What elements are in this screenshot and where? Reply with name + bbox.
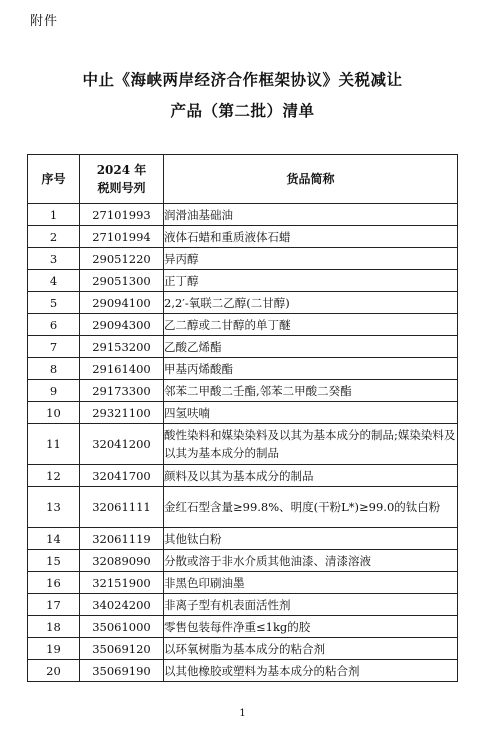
row-seq-cell: 8	[28, 358, 80, 380]
table-row	[28, 226, 458, 248]
table-row	[28, 336, 458, 358]
row-seq-cell: 6	[28, 314, 80, 336]
row-seq-cell: 4	[28, 270, 80, 292]
row-goods-name-cell: 酸性染料和媒染染料及以其为基本成分的制品;媒染染料及以其为基本成分的制品	[164, 424, 458, 465]
table-header-row	[28, 155, 458, 204]
table-row	[28, 204, 458, 226]
row-goods-name-cell: 其他钛白粉	[164, 528, 458, 550]
row-tariff-code-cell: 29051300	[80, 270, 164, 292]
table-row	[28, 465, 458, 487]
row-goods-name-cell: 零售包装每件净重≤1kg的胶	[164, 616, 458, 638]
row-goods-name-cell: 四氢呋喃	[164, 402, 458, 424]
row-seq-cell: 3	[28, 248, 80, 270]
row-goods-name-cell: 乙二醇或二甘醇的单丁醚	[164, 314, 458, 336]
row-tariff-code-cell: 29051220	[80, 248, 164, 270]
row-seq-cell: 13	[28, 487, 80, 528]
row-tariff-code-cell: 29094300	[80, 314, 164, 336]
header-tariff-code	[80, 155, 164, 204]
row-seq-cell: 10	[28, 402, 80, 424]
table-row	[28, 314, 458, 336]
row-seq-cell: 15	[28, 550, 80, 572]
table-row	[28, 528, 458, 550]
row-goods-name-cell: 甲基丙烯酸酯	[164, 358, 458, 380]
row-tariff-code-cell: 35069120	[80, 638, 164, 660]
row-tariff-code-cell: 32089090	[80, 550, 164, 572]
row-seq-cell: 9	[28, 380, 80, 402]
row-seq-cell: 7	[28, 336, 80, 358]
table-row	[28, 424, 458, 465]
row-tariff-code-cell: 29153200	[80, 336, 164, 358]
header-seq: 序号	[28, 155, 80, 204]
row-seq-cell: 5	[28, 292, 80, 314]
row-tariff-code-cell: 32041200	[80, 424, 164, 465]
row-goods-name-cell: 液体石蜡和重质液体石蜡	[164, 226, 458, 248]
row-goods-name-cell: 非离子型有机表面活性剂	[164, 594, 458, 616]
table-body	[28, 204, 458, 682]
header-tariff-code-line2: 税则号列	[97, 181, 146, 195]
table-row	[28, 572, 458, 594]
table-row	[28, 402, 458, 424]
document-title-line2: 产品（第二批）清单	[170, 101, 315, 120]
header-goods-name: 货品简称	[164, 155, 458, 204]
row-tariff-code-cell: 29161400	[80, 358, 164, 380]
row-goods-name-cell: 颜料及以其为基本成分的制品	[164, 465, 458, 487]
table-row	[28, 550, 458, 572]
table-row	[28, 358, 458, 380]
row-seq-cell: 1	[28, 204, 80, 226]
row-tariff-code-cell: 27101993	[80, 204, 164, 226]
row-goods-name-cell: 非黑色印刷油墨	[164, 572, 458, 594]
row-goods-name-cell: 以其他橡胶或塑料为基本成分的粘合剂	[164, 660, 458, 682]
row-tariff-code-cell: 34024200	[80, 594, 164, 616]
row-goods-name-cell: 以环氧树脂为基本成分的粘合剂	[164, 638, 458, 660]
row-goods-name-cell: 异丙醇	[164, 248, 458, 270]
row-tariff-code-cell: 35061000	[80, 616, 164, 638]
tariff-list-table	[27, 154, 458, 682]
row-tariff-code-cell: 35069190	[80, 660, 164, 682]
row-tariff-code-cell: 29321100	[80, 402, 164, 424]
row-goods-name-cell: 正丁醇	[164, 270, 458, 292]
row-seq-cell: 14	[28, 528, 80, 550]
row-seq-cell: 17	[28, 594, 80, 616]
row-seq-cell: 11	[28, 424, 80, 465]
table-row	[28, 270, 458, 292]
table-row	[28, 616, 458, 638]
row-goods-name-cell: 金红石型含量≥99.8%、明度(干粉L*)≥99.0的钛白粉	[164, 487, 458, 528]
row-seq-cell: 19	[28, 638, 80, 660]
table-row	[28, 248, 458, 270]
row-tariff-code-cell: 29173300	[80, 380, 164, 402]
attachment-label: 附件	[30, 14, 59, 29]
row-seq-cell: 20	[28, 660, 80, 682]
header-tariff-code-line1: 2024 年	[96, 163, 147, 177]
table-header	[28, 155, 458, 204]
table-row	[28, 638, 458, 660]
row-seq-cell: 2	[28, 226, 80, 248]
row-tariff-code-cell: 27101994	[80, 226, 164, 248]
page-number: 1	[239, 708, 246, 719]
table-row	[28, 660, 458, 682]
row-tariff-code-cell: 32041700	[80, 465, 164, 487]
row-tariff-code-cell: 32151900	[80, 572, 164, 594]
row-seq-cell: 18	[28, 616, 80, 638]
row-seq-cell: 16	[28, 572, 80, 594]
row-tariff-code-cell: 32061111	[80, 487, 164, 528]
row-tariff-code-cell: 32061119	[80, 528, 164, 550]
row-goods-name-cell: 润滑油基础油	[164, 204, 458, 226]
row-goods-name-cell: 2,2′-氧联二乙醇(二甘醇)	[164, 292, 458, 314]
table-row	[28, 380, 458, 402]
row-tariff-code-cell: 29094100	[80, 292, 164, 314]
row-seq-cell: 12	[28, 465, 80, 487]
document-title-line1: 中止《海峡两岸经济合作框架协议》关税减让	[82, 70, 403, 89]
row-goods-name-cell: 邻苯二甲酸二壬酯,邻苯二甲酸二癸酯	[164, 380, 458, 402]
table-row	[28, 594, 458, 616]
row-goods-name-cell: 乙酸乙烯酯	[164, 336, 458, 358]
row-goods-name-cell: 分散或溶于非水介质其他油漆、清漆溶液	[164, 550, 458, 572]
table-row	[28, 292, 458, 314]
table-row	[28, 487, 458, 528]
